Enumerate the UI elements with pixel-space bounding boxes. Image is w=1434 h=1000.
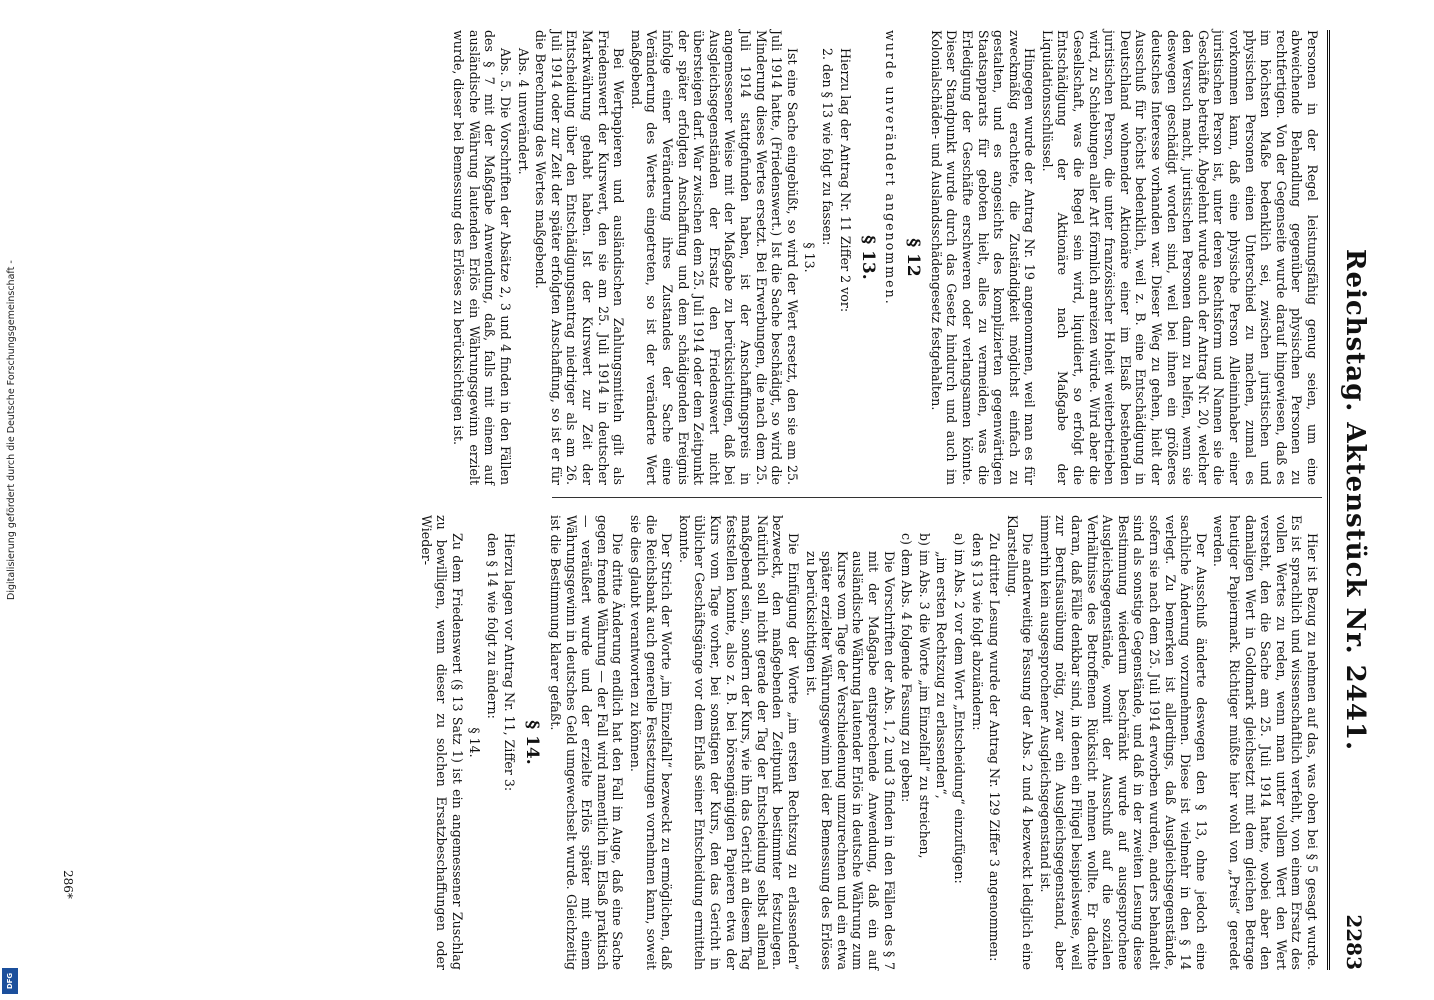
section-heading: § 12 — [903, 238, 924, 277]
paragraph: Die dritte Änderung endlich hat den Fall im Auge, daß eine Sache gegen fremde Währung — der Fall wird namentlich im Elsaß praktisch — veräußert wurde und der erzielte Erlös später mit einem Währungsgewinn in deutsches Geld umgewechselt wurde. Gleichzeitig ist die Bestimmung klarer gefaßt. — [548, 515, 626, 970]
list-item: 2. den § 13 wie folgt zu fassen: — [819, 48, 835, 246]
page-header — [1334, 30, 1370, 970]
page-title: Reichstag. Aktenstück Nr. 2441. — [1340, 248, 1370, 752]
logo-label: DFG — [6, 972, 14, 990]
paragraph: Hierzu lagen vor Antrag Nr. 11, Ziffer 3: — [502, 533, 518, 792]
dfg-logo-icon — [2, 968, 18, 994]
paragraph: Zu dem Friedenswert (§ 13 Satz 1) ist ein angemessener Zuschlag zu bewilligen, wenn dieser zu solchen Ersatzbeschaffungen oder Wieder- — [418, 515, 465, 970]
page-number: 2283 — [1342, 914, 1366, 970]
quote: „im ersten Rechtszug zu erlassenden“, — [934, 551, 950, 799]
paragraph: Abs. 4 unverändert. — [515, 48, 531, 175]
paragraph: Bei Wertpapieren und ausländischen Zahlungsmitteln gilt als Friedenswert der Kurswert, den sie am 25. Juli 1914 in deutscher Markwährung gehabt haben. Ist der Kurswert zur Zeit der Entscheidung über den Entschädigungsantrag niedriger als am 26. Juli 1914 oder zur Zeit der später erfolgten Anschaffung, so ist er für die Berechnung des Wertes maßgebend. — [533, 30, 627, 485]
paragraph: Abs. 5. Die Vorschriften der Absätze 2, 3 und 4 finden in den Fällen des § 7 mit der Maßgabe Anwendung, daß, falls mit einem auf ausländische Währung lautenden Erlös ein Währungsgewinn erzielt wurde, dieser bei Bemessung des Erlöses zu berücksichtigen ist. — [451, 30, 514, 485]
paragraph: Ist eine Sache eingebüßt, so wird der Wert ersetzt, den sie am 25. Juli 1914 hatte, (Friedenswert.) Ist die Sache beschädigt, so wird die Minderung dieses Wertes ersetzt. Bei Erwerbungen, die nach dem 25. Juli 1914 stattgefunden haben, ist der Anschaffungspreis in angemessener Weise mit der Maßgabe zu berücksichtigen, daß bei Ausgleichsgegenständen der Ersatz den Friedenswert nicht übersteigen darf. War zwischen dem 25. Juli 1914 oder dem Zeitpunkt der später erfolgten Anschaffung und dem schädigenden Ereignis infolge einer Veränderung ihres Zustandes der Sache eine Veränderung des Wertes eingetreten, so ist der veränderte Wert maßgebend. — [628, 30, 800, 485]
paragraph: Personen in der Regel leistungsfähig genug seien, um eine abweichende Behandlung gegenüber physischen Personen zu rechtfertigen. Von der Gegenseite wurde darauf hingewiesen, daß es im höchsten Maße bedenklich sei, zwischen juristischen und physischen Personen einen Unterschied zu machen, zumal es vorkommen kann, daß eine physische Person Alleininhaber einer juristischen Person ist, unter deren Rechtsform und Namen sie die Geschäfte betreibt. Abgelehnt wurde auch der Antrag Nr. 20, welcher den Versuch macht, juristischen Personen dann zu helfen, wenn sie deswegen geschädigt worden sind, weil bei ihnen ein größeres deutsches Interesse vorhanden war. Dieser Weg zu gehen, hielt der Ausschuß für höchst bedenklich, weil z. B. eine Entschädigung in Deutschland wohnender Aktionäre einer im Elsaß bestehenden juristischen Person, die unter französischer Hoheit weiterbetrieben wird, zu Schiebungen aller Art förmlich anreizen würde. Wird aber die Gesellschaft, was die Regel sein wird, liquidiert, so erfolgt die Entschädigung der Aktionäre nach Maßgabe der Liquidationsschlüssel. — [1039, 30, 1320, 485]
paragraph: Die Einfügung der Worte „im ersten Rechtszug zu erlassenden“ bezweckt, den maßgebenden Zeitpunkt bestimmter festzulegen. Natürlich soll nicht gerade der Tag der Entscheidung selbst allemal maßgebend sein, sondern der Kurs, wie ihn das Gericht an diesem Tag feststellen konnte, also z. B. bei börsengängigen Papieren etwa der Kurs vom Tage vorher, bei sonstigen der Kurs, den das Gericht in üblicher Geschäftsgänge vor dem Erlaß seiner Entscheidung ermitteln konnte. — [676, 515, 801, 970]
list-item: c) dem Abs. 4 folgende Fassung zu geben: — [899, 533, 915, 803]
paragraph: Hierzu lag der Antrag Nr. 11 Ziffer 2 vor: — [837, 48, 853, 313]
paragraph: Der Strich der Worte „im Einzelfall“ bezweckt zu ermöglichen, daß die Reichsbank auch generelle Festsetzungen vornehmen kann, soweit sie dies glaubt verantworten zu können. — [628, 515, 675, 970]
paragraph: Die anderweitige Fassung der Abs. 2 und 4 bezweckt lediglich eine Klarstellung. — [1004, 515, 1036, 970]
sheet-mark: 286* — [61, 870, 75, 899]
paragraph: Zu dritter Lesung wurde der Antrag Nr. 129 Ziffer 3 angenommen: — [987, 533, 1003, 962]
list-item: den § 14 wie folgt zu ändern: — [484, 533, 500, 719]
section-heading: § 13. — [857, 235, 878, 280]
header-rule — [1327, 30, 1330, 970]
subsection-heading: § 13. — [802, 242, 818, 273]
digitization-credit: Digitalisierung gefördert durch die Deutsche Forschungsgemeinschaft - — [6, 260, 17, 600]
right-column — [416, 515, 1320, 970]
paragraph: wurde unverändert angenommen. — [883, 30, 899, 306]
document-page — [30, 10, 1370, 990]
section-heading: § 14. — [522, 720, 543, 765]
paragraph: Der Ausschuß änderte deswegen den § 13, ohne jedoch eine sachliche Änderung vorzunehmen. Diese ist vielmehr in den § 14 verlegt. Zu bemerken ist allerdings, daß Ausgleichsgegenstände, sofern sie nach dem 25. Juli 1914 erworben wurden, anders behandelt sind als sonstige Gegenstände, und daß in der zweiten Lesung diese Bestimmung wiederum beschränkt wurde auf ausgesprochene Ausgleichsgegenstände, womit der Ausschuß auf die sozialen Verhältnisse des Betroffenen Rücksicht nehmen wollte. Er dachte daran, daß Fälle denkbar sind, in denen ein Flügel beispielsweise, weil zur Berufsausübung nötig, zwar ein Ausgleichsgegenstand, aber immerhin kein ausgesprochener Ausgleichsgegenstand ist. — [1037, 515, 1209, 970]
left-column — [449, 30, 1320, 485]
column-separator — [552, 497, 1322, 498]
paragraph: Hingegen wurde der Antrag Nr. 19 angenommen, weil man es für zweckmäßig erachtete, die Zuständigkeit möglichst einfach zu gestalten, und es angesichts des komplizierten gegenwärtigen Staatsapparats für geboten hielt, alles zu vermeiden, was die Erledigung der Geschäfte erschweren oder verlangsamen könnte. Dieser Standpunkt wurde durch das Gesetz hindurch und auch im Kolonialschäden- und Auslandsschädengesetz festgehalten. — [928, 30, 1038, 485]
list-item: den § 13 wie folgt abzuändern: — [969, 533, 985, 731]
list-item: a) im Abs. 2 vor dem Wort „Entscheidung“ einzufügen: — [951, 533, 967, 884]
quote: Die Vorschriften der Abs. 1, 2 und 3 finden in den Fällen des § 7 mit der Maßgabe entsprechende Anwendung, daß ein auf ausländische Währung lautender Erlös in deutsche Währung zum Kurse vom Tage der Verschiedenung umzurechnen und ein etwa später erzielter Währungsgewinn bei der Bemessung des Erlöses zu berücksichtigen ist. — [803, 551, 897, 970]
subsection-heading: § 14. — [467, 727, 483, 758]
paragraph: Hier ist Bezug zu nehmen auf das, was oben bei § 5 gesagt wurde. Es ist sprachlich und wissenschaftlich verfehlt, von einem Ersatz des vollen Wertes zu reden, wenn man unter vollem Wert den Wert versteht, den die Sache am 25. Juli 1914 hatte, wobei aber den damaligen Wert in Goldmark gleichsetzt mit dem gleichen Betrage heutiger Papiermark. Richtiger müßte hier wohl von „Preis“ geredet werden. — [1211, 515, 1320, 970]
list-item: b) im Abs. 3 die Worte „im Einzelfall“ zu streichen, — [916, 533, 932, 859]
